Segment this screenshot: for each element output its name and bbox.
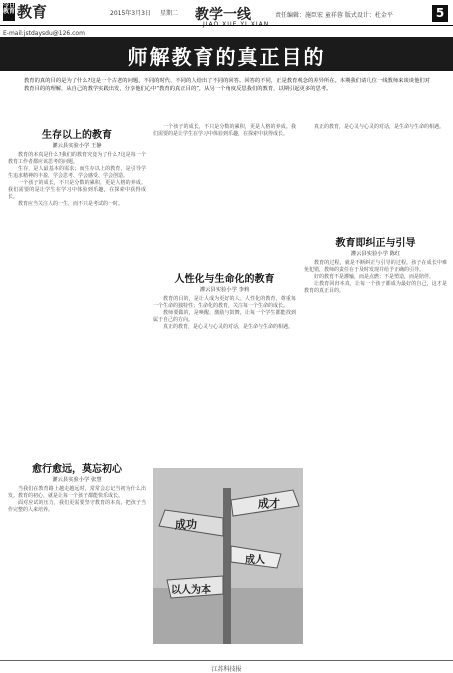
footer-rule: [0, 660, 453, 661]
header-rule: [0, 25, 453, 26]
article-body: [153, 296, 296, 461]
sign-label: 成人: [245, 555, 265, 566]
section-title: 教学一线: [195, 7, 251, 23]
article-paragraph: 教育的过程，就是不断纠正与引导的过程。孩子在成长中难免犯错，教师的责任在于及时发现并给予正确的引导。: [304, 260, 447, 273]
article-paragraph: 真正的教育，是心灵与心灵的对话，是生命与生命的相遇。: [314, 124, 445, 130]
sign-label: 以人为本: [171, 585, 211, 596]
article-byline: 灌云县实验小学 陈红: [350, 251, 401, 257]
sign-label: 成才: [258, 497, 280, 510]
article-paragraph: 面对应试的压力，我们更需要坚守教育的本真，把孩子当作完整的人来培养。: [8, 500, 146, 513]
issue-weekday: 星期二: [160, 10, 179, 17]
article-paragraph: 好的教育不是灌输，而是点燃；不是塑造，而是陪伴。: [314, 274, 435, 280]
article-title: 人性化与生命化的教育: [174, 274, 275, 285]
article-title: 愈行愈远，莫忘初心: [32, 464, 122, 475]
article-paragraph: 教师要做的，是唤醒、激励与鼓舞，让每一个学生都能找到属于自己的方向。: [153, 310, 296, 323]
lead-paragraph: 教育的真的目的是为了什么?这是一个古老的问题，不同的时代、不同的人给出了不同的回答。回答的不同，正是教育观念的差异所在。本期我们请几位一线教师来谈谈他们对教育目的的理解，从自己的教学实践出发，分享他们心中“教育的真正目的”，从另一个角度反思我们的教育，以期引起更多的思考。: [24, 78, 430, 93]
banner-title: 师解教育的真正目的: [127, 45, 326, 69]
article-paragraph: 教育的目的，是让人成为更好的人。人性化的教育，尊重每一个生命的独特性；生命化的教育，关注每一个生命的成长。: [153, 296, 296, 309]
article-paragraph: 教育应当关注人的一生，而不只是考试的一时。: [18, 201, 124, 207]
title-banner: [0, 37, 453, 71]
email-line: E-mail:jstdaysdu@126.com: [3, 30, 85, 37]
article-paragraph: 生存，是人最基本的需求；而生存以上的教育，是引导学生追求精神的丰盈，学会思考、学会感受、学会创造。: [8, 166, 146, 179]
signpost-photo: [153, 468, 303, 644]
article-paragraph: 教育的本真是什么?我们的教育究竟为了什么?这是每一个教育工作者都应该思考的问题。: [8, 152, 146, 165]
logo-text: 教育: [17, 3, 48, 21]
article-paragraph: 一个孩子的成长，不只是分数的累积，更是人格的养成。我们需要的是让学生在学习中体验到乐趣，在探索中获得成长。: [153, 124, 296, 137]
article-byline: 灌云县实验小学 张慧: [52, 477, 102, 483]
masthead: [0, 0, 453, 24]
article-body: [304, 260, 447, 650]
article-body: [8, 486, 146, 656]
article-paragraph: 当我们在教育路上越走越远时，常常会忘记当初为什么出发。教育的初心，就是让每一个孩子都能快乐成长。: [8, 486, 146, 499]
article-paragraph: 让教育回归本真，让每一个孩子都成为最好的自己，这才是教育的真正目的。: [304, 281, 447, 294]
logo-mark: 今日教育: [3, 3, 15, 21]
footer-publication: 江苏科技报: [211, 666, 242, 673]
sign-label: 成功: [175, 518, 197, 531]
issue-date: 2015年3月3日: [110, 10, 151, 17]
article-body: [8, 152, 146, 452]
article-body: [153, 124, 296, 264]
article-paragraph: 真正的教育，是心灵与心灵的对话，是生命与生命的相遇。: [163, 324, 294, 330]
staff-credits: 责任编辑：施臣宏 童祥蓉 版式设计：杜金平: [275, 12, 393, 19]
article-body: [304, 124, 447, 224]
page-number: 5: [432, 5, 448, 22]
article-byline: 灌云县实验小学 李莉: [199, 287, 250, 293]
article-paragraph: 一个孩子的成长，不只是分数的累积，更是人格的养成。我们需要的是让学生在学习中体验到乐趣，在探索中获得成长。: [8, 180, 146, 200]
article-title: 教育即纠正与引导: [335, 238, 416, 249]
article-byline: 灌云县实验小学 王静: [52, 143, 102, 149]
article-title: 生存以上的教育: [42, 130, 112, 141]
